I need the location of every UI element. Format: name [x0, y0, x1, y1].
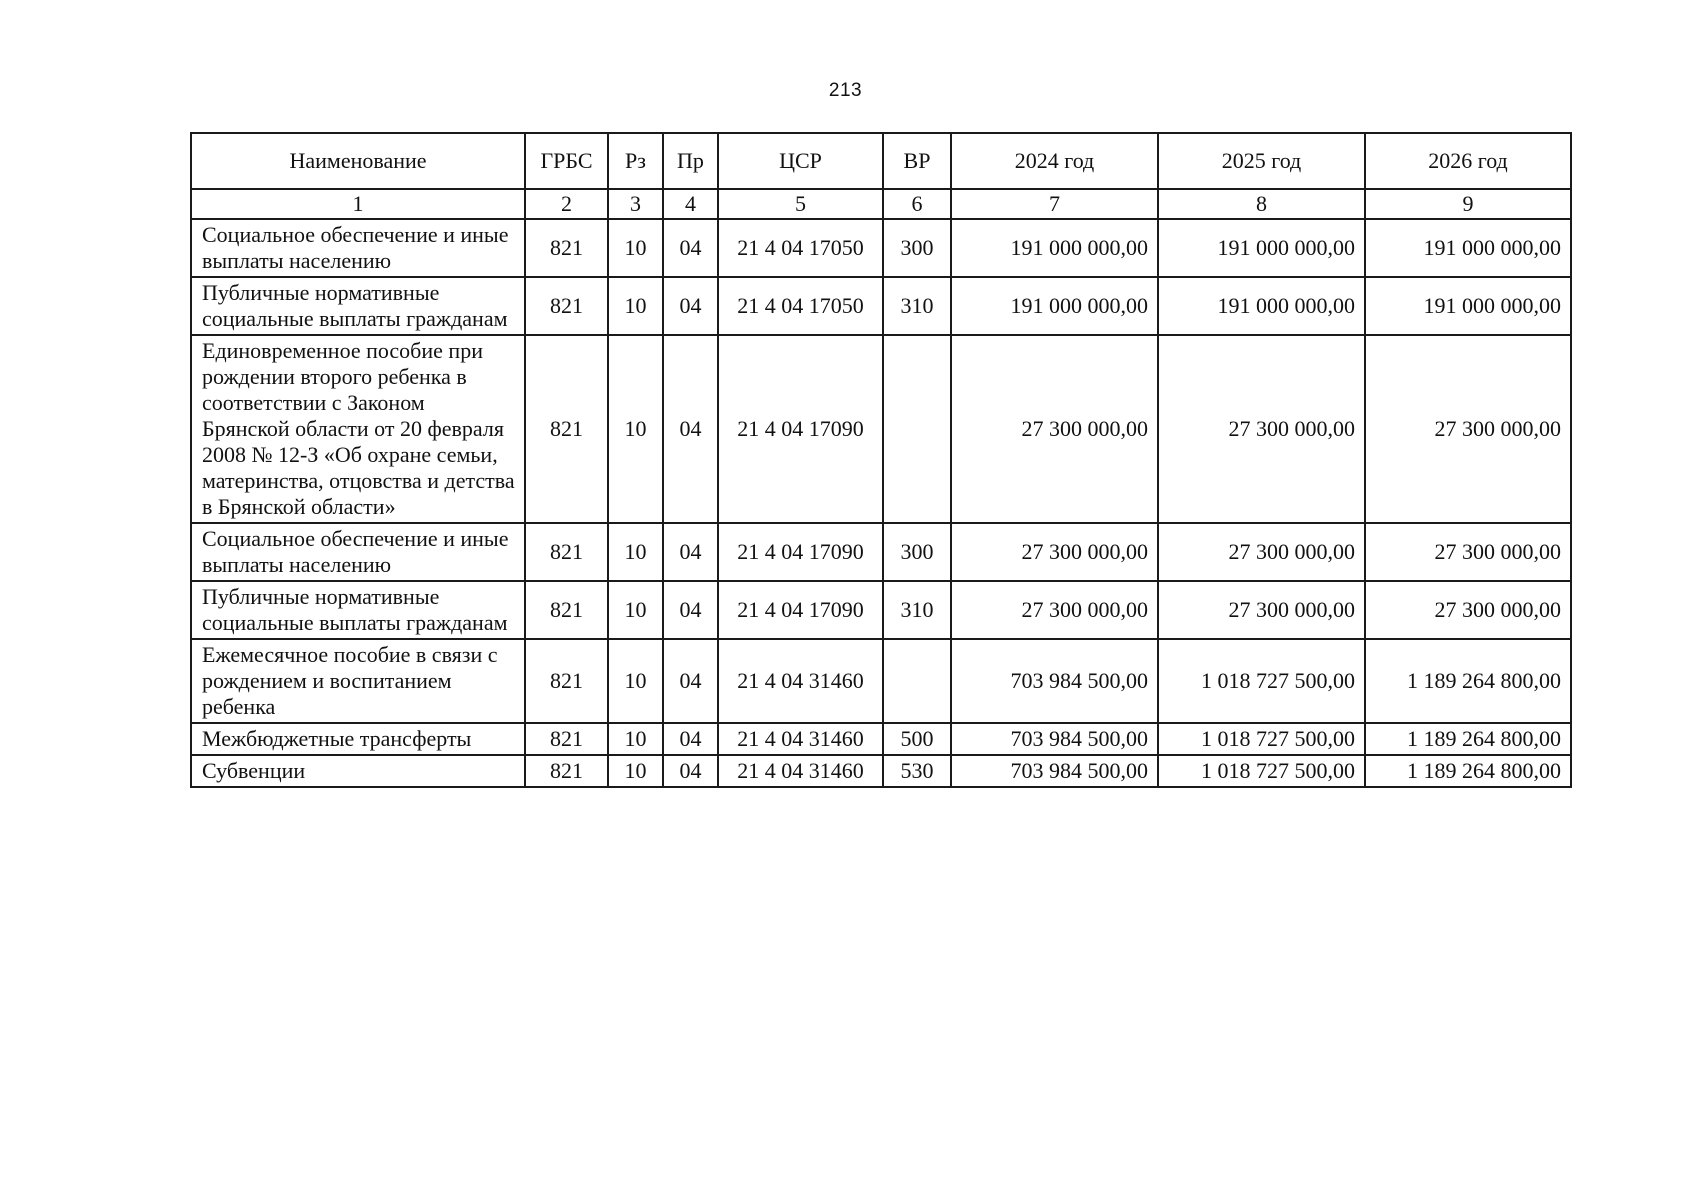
cell-vr — [883, 335, 951, 523]
cell-2024: 191 000 000,00 — [951, 277, 1158, 335]
cell-2026: 1 189 264 800,00 — [1365, 755, 1571, 787]
table-row — [191, 523, 1571, 581]
cell-2025: 191 000 000,00 — [1158, 219, 1365, 277]
cell-2025: 1 018 727 500,00 — [1158, 755, 1365, 787]
cell-2024: 191 000 000,00 — [951, 219, 1158, 277]
cell-2025: 1 018 727 500,00 — [1158, 639, 1365, 723]
column-number: 1 — [191, 189, 525, 219]
cell-vr: 530 — [883, 755, 951, 787]
cell-name: Публичные нормативные социальные выплаты гражданам — [191, 277, 525, 335]
column-header-csr: ЦСР — [718, 133, 883, 189]
column-header-2025: 2025 год — [1158, 133, 1365, 189]
cell-csr: 21 4 04 17090 — [718, 581, 883, 639]
cell-rz: 10 — [608, 755, 663, 787]
cell-2026: 191 000 000,00 — [1365, 277, 1571, 335]
column-number: 9 — [1365, 189, 1571, 219]
cell-pr: 04 — [663, 219, 718, 277]
cell-grbs: 821 — [525, 639, 608, 723]
cell-name: Межбюджетные трансферты — [191, 723, 525, 755]
cell-2026: 1 189 264 800,00 — [1365, 723, 1571, 755]
cell-2026: 191 000 000,00 — [1365, 219, 1571, 277]
cell-2025: 27 300 000,00 — [1158, 523, 1365, 581]
cell-2024: 27 300 000,00 — [951, 581, 1158, 639]
cell-rz: 10 — [608, 219, 663, 277]
column-number: 6 — [883, 189, 951, 219]
cell-2025: 191 000 000,00 — [1158, 277, 1365, 335]
column-number: 4 — [663, 189, 718, 219]
cell-rz: 10 — [608, 277, 663, 335]
cell-name: Публичные нормативные социальные выплаты гражданам — [191, 581, 525, 639]
cell-2024: 703 984 500,00 — [951, 723, 1158, 755]
table-row — [191, 219, 1571, 277]
cell-rz: 10 — [608, 723, 663, 755]
cell-vr: 310 — [883, 581, 951, 639]
cell-csr: 21 4 04 17090 — [718, 523, 883, 581]
cell-vr: 300 — [883, 219, 951, 277]
cell-name: Ежемесячное пособие в связи с рождением и воспитанием ребенка — [191, 639, 525, 723]
cell-csr: 21 4 04 17090 — [718, 335, 883, 523]
cell-2024: 27 300 000,00 — [951, 335, 1158, 523]
cell-csr: 21 4 04 31460 — [718, 755, 883, 787]
cell-grbs: 821 — [525, 335, 608, 523]
cell-grbs: 821 — [525, 581, 608, 639]
cell-rz: 10 — [608, 581, 663, 639]
column-number: 8 — [1158, 189, 1365, 219]
cell-vr: 500 — [883, 723, 951, 755]
cell-csr: 21 4 04 17050 — [718, 277, 883, 335]
cell-csr: 21 4 04 31460 — [718, 639, 883, 723]
cell-name: Единовременное пособие при рождении второго ребенка в соответствии с Законом Брянской области от 20 февраля 2008 № 12-З «Об охране семьи, материнства, отцовства и детства в Брянской области» — [191, 335, 525, 523]
cell-name: Социальное обеспечение и иные выплаты населению — [191, 219, 525, 277]
table-row — [191, 277, 1571, 335]
header-row — [191, 133, 1571, 189]
cell-csr: 21 4 04 17050 — [718, 219, 883, 277]
column-number: 5 — [718, 189, 883, 219]
cell-2025: 1 018 727 500,00 — [1158, 723, 1365, 755]
table-row — [191, 581, 1571, 639]
cell-grbs: 821 — [525, 277, 608, 335]
cell-2026: 27 300 000,00 — [1365, 523, 1571, 581]
cell-grbs: 821 — [525, 723, 608, 755]
cell-csr: 21 4 04 31460 — [718, 723, 883, 755]
budget-table — [190, 132, 1572, 788]
cell-2026: 27 300 000,00 — [1365, 581, 1571, 639]
table-row — [191, 335, 1571, 523]
cell-pr: 04 — [663, 523, 718, 581]
cell-vr: 310 — [883, 277, 951, 335]
table-row — [191, 639, 1571, 723]
column-header-2026: 2026 год — [1365, 133, 1571, 189]
cell-name: Субвенции — [191, 755, 525, 787]
column-header-name: Наименование — [191, 133, 525, 189]
cell-grbs: 821 — [525, 219, 608, 277]
column-header-rz: Рз — [608, 133, 663, 189]
column-number: 3 — [608, 189, 663, 219]
cell-pr: 04 — [663, 755, 718, 787]
column-header-pr: Пр — [663, 133, 718, 189]
cell-pr: 04 — [663, 581, 718, 639]
cell-2024: 703 984 500,00 — [951, 639, 1158, 723]
cell-rz: 10 — [608, 335, 663, 523]
page-number: 213 — [828, 80, 863, 101]
cell-2026: 27 300 000,00 — [1365, 335, 1571, 523]
cell-rz: 10 — [608, 523, 663, 581]
column-number: 2 — [525, 189, 608, 219]
cell-2024: 703 984 500,00 — [951, 755, 1158, 787]
cell-2026: 1 189 264 800,00 — [1365, 639, 1571, 723]
cell-2025: 27 300 000,00 — [1158, 335, 1365, 523]
cell-pr: 04 — [663, 335, 718, 523]
cell-pr: 04 — [663, 639, 718, 723]
table-row — [191, 755, 1571, 787]
cell-2024: 27 300 000,00 — [951, 523, 1158, 581]
cell-name: Социальное обеспечение и иные выплаты населению — [191, 523, 525, 581]
cell-pr: 04 — [663, 723, 718, 755]
table-row — [191, 723, 1571, 755]
cell-pr: 04 — [663, 277, 718, 335]
column-header-2024: 2024 год — [951, 133, 1158, 189]
column-header-vr: ВР — [883, 133, 951, 189]
column-number-row — [191, 189, 1571, 219]
column-number: 7 — [951, 189, 1158, 219]
cell-vr — [883, 639, 951, 723]
cell-grbs: 821 — [525, 523, 608, 581]
cell-rz: 10 — [608, 639, 663, 723]
cell-vr: 300 — [883, 523, 951, 581]
cell-grbs: 821 — [525, 755, 608, 787]
cell-2025: 27 300 000,00 — [1158, 581, 1365, 639]
column-header-grbs: ГРБС — [525, 133, 608, 189]
